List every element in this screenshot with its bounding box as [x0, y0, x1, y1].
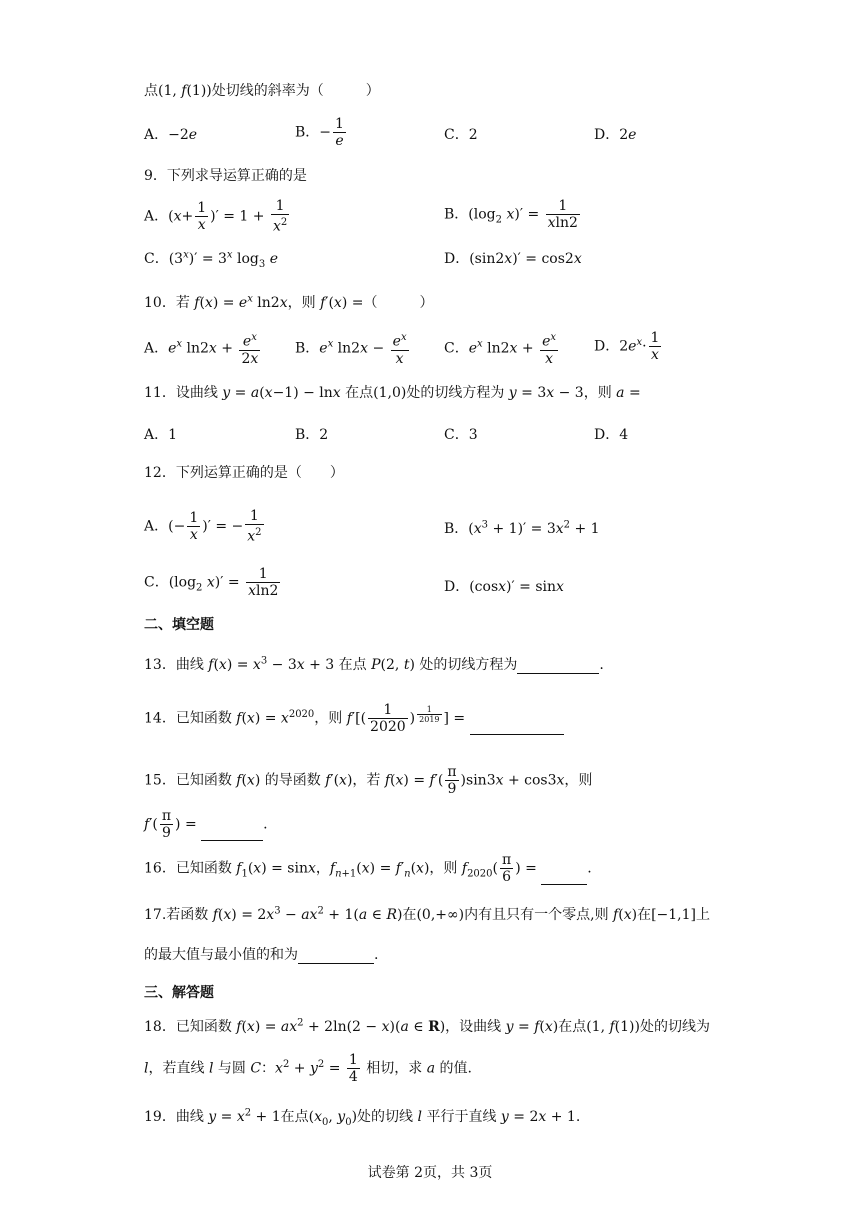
q11-option-d: D．4 — [594, 427, 629, 443]
q10-stem: 10．若 $f(x) = e^x$ ln2x，则 f′(x) =（ ） — [144, 293, 434, 311]
q10-option-c: C．$e^x$ ln2x + $\frac{e^x}{x}$ — [444, 332, 556, 367]
q18-stem: 18．已知函数 $f(x) = ax^2 + 2\ln(2 - x)(a$ ∈ R)，设曲线 y = f(x)在点(1, f(1))处的切线为 — [144, 1017, 710, 1035]
q8-stem-tail: 点(1, f(1))处切线的斜率为（ ） — [144, 83, 380, 99]
q19-stem: 19．曲线 $y = x^2 + 1$在点($x_0$, $y_0$)处的切线 l 平行于直线 y = 2x + 1. — [144, 1107, 581, 1128]
q10-option-b: B．$e^x$ ln2x − $\frac{e^x}{x}$ — [295, 332, 407, 367]
q10-option-a: A．$e^x$ ln2x + $\frac{e^x}{2x}$ — [144, 332, 259, 367]
q13-stem: 13．曲线 $f(x) = x^3 - 3x + 3$ 在点 P(2, t) 处的切线方程为 . — [144, 655, 604, 673]
q8-option-c: C．2 — [444, 127, 478, 143]
q8-option-b: B．− $\frac{1}{e}$ — [295, 116, 344, 149]
q11-option-b: B．2 — [295, 427, 329, 443]
section-answer-title: 三、解答题 — [144, 985, 214, 1001]
q11-stem: 11．设曲线 y = a(x−1) − lnx 在点(1,0)处的切线方程为 y = 3x − 3，则 a = — [144, 385, 641, 401]
q12-option-a: A．(− $\frac{1}{x}$ )′ = − $\frac{1}{x^2}$ — [144, 508, 262, 545]
q9-option-c: C．$(3^x)' = 3^x$ $\log_3 e$ — [144, 249, 279, 270]
q12-option-d: D．(cosx)′ = sinx — [444, 579, 564, 595]
q9-option-d: D．(sin2x)′ = cos2x — [444, 251, 582, 267]
q11-option-a: A．1 — [144, 427, 178, 443]
q9-stem: 9．下列求导运算正确的是 — [144, 168, 307, 184]
q9-option-b: B．($\log_2$ x)′ = $\frac{1}{xln2}$ — [444, 198, 578, 231]
q11-option-c: C．3 — [444, 427, 478, 443]
q17-stem: 17.若函数 $f(x) = 2x^3 - ax^2 + 1(a$ ∈ R)在(0,+∞)内有且只有一个零点,则 f(x)在[−1,1]上 — [144, 905, 710, 923]
q9-option-a: A．(x+ $\frac{1}{x}$ )′ = 1 + $\frac{1}{x^2}$ — [144, 198, 288, 235]
q15-stem: 15．已知函数 f(x) 的导函数 f′(x)，若 f(x) = f′( $\frac{\pi}{9}$ )sin3x + cos3x，则 — [144, 764, 593, 797]
page-footer: 试卷第 2页，共 3页 — [367, 1165, 493, 1181]
q12-option-b: B．$(x^3 + 1)' = 3x^2 + 1$ — [444, 519, 600, 537]
q17-stem-cont: 的最大值与最小值的和为 . — [144, 947, 379, 963]
q18-stem-cont: l，若直线 l 与圆 C：$x^2 + y^2$ = $\frac{1}{4}$ 相切，求 a 的值. — [144, 1052, 472, 1085]
q10-option-d: D．$2e^x\cdot$ $\frac{1}{x}$ — [594, 330, 660, 363]
q16-stem: 16．已知函数 $f_1(x) = \sin x$，$f_{n+1}(x) = f'_n(x)$，则 $f_{2020}$( $\frac{\pi}{6}$ ) = . — [144, 852, 592, 885]
q8-option-d: D．2e — [594, 127, 637, 143]
q12-stem: 12．下列运算正确的是（ ） — [144, 465, 344, 481]
q8-option-a: A．−2e — [144, 127, 198, 143]
section-fill-in-title: 二、填空题 — [144, 617, 214, 633]
q12-option-c: C．($\log_2$ x)′ = $\frac{1}{xln2}$ — [144, 566, 279, 599]
q15-stem-cont: f′( $\frac{\pi}{9}$ ) = . — [144, 808, 268, 841]
q14-stem: 14．已知函数 $f(x) = x^{2020}$，则 f′[( $\frac{1}{2020}$ ) $^{\frac{1}{2019}}$ ] = — [144, 702, 564, 735]
